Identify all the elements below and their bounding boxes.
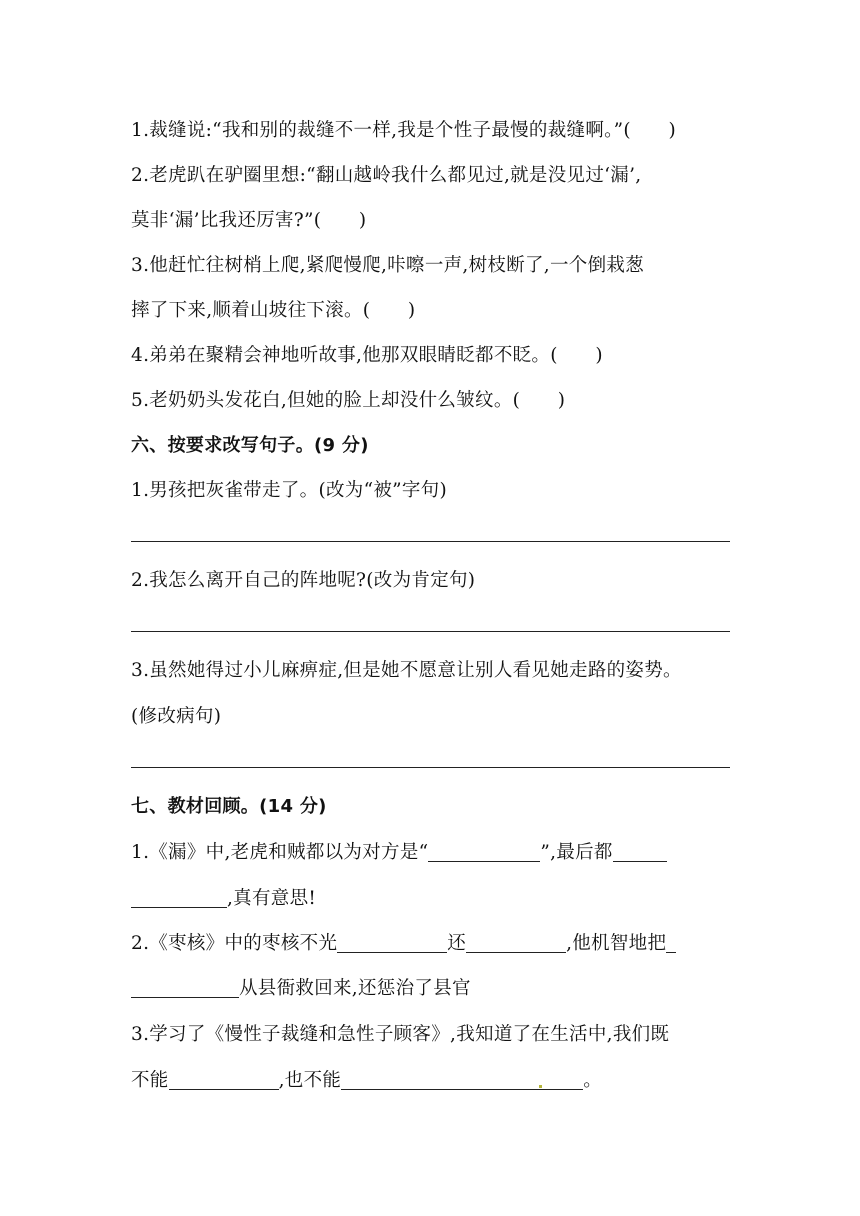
s7-q2-text-a: 2.《枣核》中的枣核不光: [131, 933, 338, 954]
s7-question-2-line-2: [131, 974, 471, 1000]
ink-speck: [539, 1085, 542, 1088]
s5-item-2-line-1: 2.老虎趴在驴圈里想:“翻山越岭我什么都见过,就是没见过‘漏’,: [131, 165, 642, 186]
s7-question-3-line-2: [131, 1066, 602, 1092]
s7-q3-text-b: 不能: [131, 1070, 169, 1091]
s7-q1-blank-1[interactable]: [428, 841, 540, 862]
s6-question-3-line-2: (修改病句): [131, 706, 222, 727]
s7-q2-blank-3b[interactable]: [131, 977, 239, 998]
s5-item-1: 1.裁缝说:“我和别的裁缝不一样,我是个性子最慢的裁缝啊。”( ): [131, 120, 677, 141]
s7-q1-blank-2a[interactable]: [613, 841, 667, 862]
s7-question-2-line-1: [131, 929, 676, 955]
s6-answer-line-3[interactable]: [131, 767, 730, 768]
s7-q2-blank-1[interactable]: [337, 932, 447, 953]
s7-q3-blank-2[interactable]: [341, 1069, 583, 1090]
s5-item-3-line-2: 摔了下来,顺着山坡往下滚。( ): [131, 300, 416, 321]
s7-q3-text-d: 。: [583, 1070, 603, 1091]
s5-item-5: 5.老奶奶头发花白,但她的脸上却没什么皱纹。( ): [131, 390, 566, 411]
section-7-heading: 七、教材回顾。(14 分): [131, 796, 327, 817]
section-6-heading: 六、按要求改写句子。(9 分): [131, 435, 369, 456]
s7-q2-text-d: 从县衙救回来,还惩治了县官: [239, 978, 471, 999]
s7-q3-blank-1[interactable]: [169, 1069, 279, 1090]
s6-question-3-line-1: 3.虽然她得过小儿麻痹症,但是她不愿意让别人看见她走路的姿势。: [131, 660, 682, 681]
s7-q2-blank-3a[interactable]: [666, 932, 676, 953]
s7-q1-blank-2b[interactable]: [131, 887, 227, 908]
s5-item-3-line-1: 3.他赶忙往树梢上爬,紧爬慢爬,咔嚓一声,树枝断了,一个倒栽葱: [131, 255, 644, 276]
s7-q2-text-c: ,他机智地把: [566, 933, 667, 954]
s6-answer-line-2[interactable]: [131, 631, 730, 632]
s7-q1-text-c: ,真有意思!: [227, 888, 317, 909]
s7-question-3-line-1: 3.学习了《慢性子裁缝和急性子顾客》,我知道了在生活中,我们既: [131, 1024, 670, 1045]
s7-question-1-line-2: [131, 884, 316, 910]
s6-question-1: 1.男孩把灰雀带走了。(改为“被”字句): [131, 480, 448, 501]
s7-q1-text-a: 1.《漏》中,老虎和贼都以为对方是“: [131, 842, 429, 863]
s6-question-2: 2.我怎么离开自己的阵地呢?(改为肯定句): [131, 570, 476, 591]
s7-question-1-line-1: [131, 838, 667, 864]
s7-q2-text-b: 还: [447, 933, 467, 954]
s7-q2-blank-2[interactable]: [466, 932, 566, 953]
s5-item-4: 4.弟弟在聚精会神地听故事,他那双眼睛眨都不眨。( ): [131, 345, 603, 366]
s7-q1-text-b: ”,最后都: [540, 842, 613, 863]
s6-answer-line-1[interactable]: [131, 541, 730, 542]
s5-item-2-line-2: 莫非‘漏’比我还厉害?”( ): [131, 210, 367, 231]
s7-q3-text-c: ,也不能: [278, 1070, 342, 1091]
